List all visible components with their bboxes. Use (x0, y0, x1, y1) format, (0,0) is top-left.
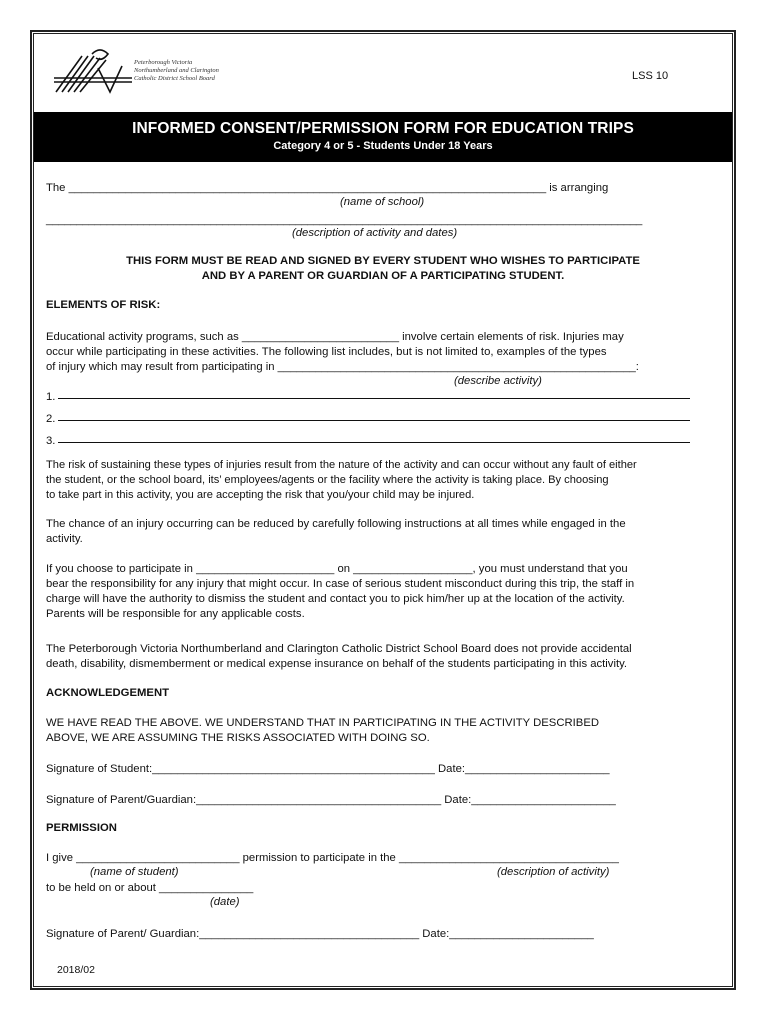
form-subtitle: Category 4 or 5 - Students Under 18 Years (273, 140, 493, 152)
p3-line-3: charge will have the authority to dismiss the student and contact you to pick him/her up at the location of the activity. (46, 593, 625, 605)
school-field-line[interactable]: The ____________________________________________________________________________ is arranging (46, 182, 609, 194)
board-name-line-1: Peterborough Victoria (134, 59, 193, 66)
risk-item-2-field[interactable] (58, 420, 690, 421)
p4-line-2: death, disability, dismemberment or medical expense insurance on behalf of the students participating in this activity. (46, 658, 628, 670)
activity-hint: (description of activity and dates) (292, 227, 458, 239)
p4-line-1: The Peterborough Victoria Northumberland and Clarington Catholic District School Board does not provide accidental (46, 643, 632, 655)
notice-line-2: AND BY A PARENT OR GUARDIAN OF A PARTICIPATING STUDENT. (201, 270, 565, 282)
risk-item-3-label: 3. (46, 435, 56, 447)
risk-line-3: of injury which may result from participating in _________________________________________________________: (46, 361, 639, 373)
p1-line-2: the student, or the school board, its’ employees/agents or the facility where the activity is taking place. By choosing (46, 474, 609, 486)
risk-item-3-field[interactable] (58, 442, 690, 443)
page-border-inner (33, 33, 733, 987)
p3-line-1: If you choose to participate in ______________________ on ___________________, you must understand that you (46, 563, 628, 575)
parent-signature-field[interactable]: Signature of Parent/Guardian:_______________________________________ Date:_______________________ (46, 794, 616, 806)
risk-item-1-field[interactable] (58, 398, 690, 399)
p2-line-2: activity. (46, 533, 83, 545)
p1-line-1: The risk of sustaining these types of injuries result from the nature of the activity and can occur without any fault of either (46, 459, 637, 471)
board-name (134, 59, 219, 83)
ack-heading: ACKNOWLEDGEMENT (46, 687, 170, 699)
student-name-hint: (name of student) (90, 866, 179, 878)
activity-field-line[interactable]: __________________________________________________________________________________________________ (46, 214, 643, 226)
risk-item-2-label: 2. (46, 413, 56, 425)
risk-line-1: Educational activity programs, such as _________________________ involve certain elements of risk. Injuries may (46, 331, 624, 343)
notice-line-1: THIS FORM MUST BE READ AND SIGNED BY EVERY STUDENT WHO WISHES TO PARTICIPATE (126, 255, 640, 267)
held-on-date-field[interactable]: to be held on or about _______________ (46, 882, 254, 894)
revision-date: 2018/02 (57, 964, 95, 976)
board-name-line-3: Catholic District School Board (134, 75, 215, 82)
p3-line-4: Parents will be responsible for any applicable costs. (46, 608, 305, 620)
risk-line-2: occur while participating in these activities. The following list includes, but is not limited to, examples of the types (46, 346, 607, 358)
risk-heading: ELEMENTS OF RISK: (46, 299, 161, 311)
describe-hint: (describe activity) (454, 375, 542, 387)
risk-item-1-label: 1. (46, 391, 56, 403)
ack-line-1: WE HAVE READ THE ABOVE. WE UNDERSTAND THAT IN PARTICIPATING IN THE ACTIVITY DESCRIBED (46, 717, 600, 729)
student-signature-field[interactable]: Signature of Student:_____________________________________________ Date:_______________________ (46, 763, 610, 775)
school-hint: (name of school) (340, 196, 425, 208)
title-banner (34, 112, 732, 162)
form-code: LSS 10 (632, 70, 669, 82)
permission-parent-signature-field[interactable]: Signature of Parent/ Guardian:___________________________________ Date:_______________________ (46, 928, 594, 940)
p3-line-2: bear the responsibility for any injury that might occur. In case of serious student misconduct during this trip, the staff in (46, 578, 635, 590)
board-name-line-2: Northumberland and Clarington (134, 67, 219, 74)
date-hint: (date) (210, 896, 240, 908)
p1-line-3: to take part in this activity, you are accepting the risk that you/your child may be injured. (46, 489, 475, 501)
p2-line-1: The chance of an injury occurring can be reduced by carefully following instructions at all times while engaged in the (46, 518, 626, 530)
form-title: INFORMED CONSENT/PERMISSION FORM FOR EDUCATION TRIPS (132, 120, 634, 137)
activity-description-hint: (description of activity) (497, 866, 610, 878)
permission-heading: PERMISSION (46, 822, 117, 834)
permission-line[interactable]: I give __________________________ permission to participate in the ___________________________________ (46, 852, 619, 864)
ack-line-2: ABOVE, WE ARE ASSUMING THE RISKS ASSOCIATED WITH DOING SO. (46, 732, 430, 744)
